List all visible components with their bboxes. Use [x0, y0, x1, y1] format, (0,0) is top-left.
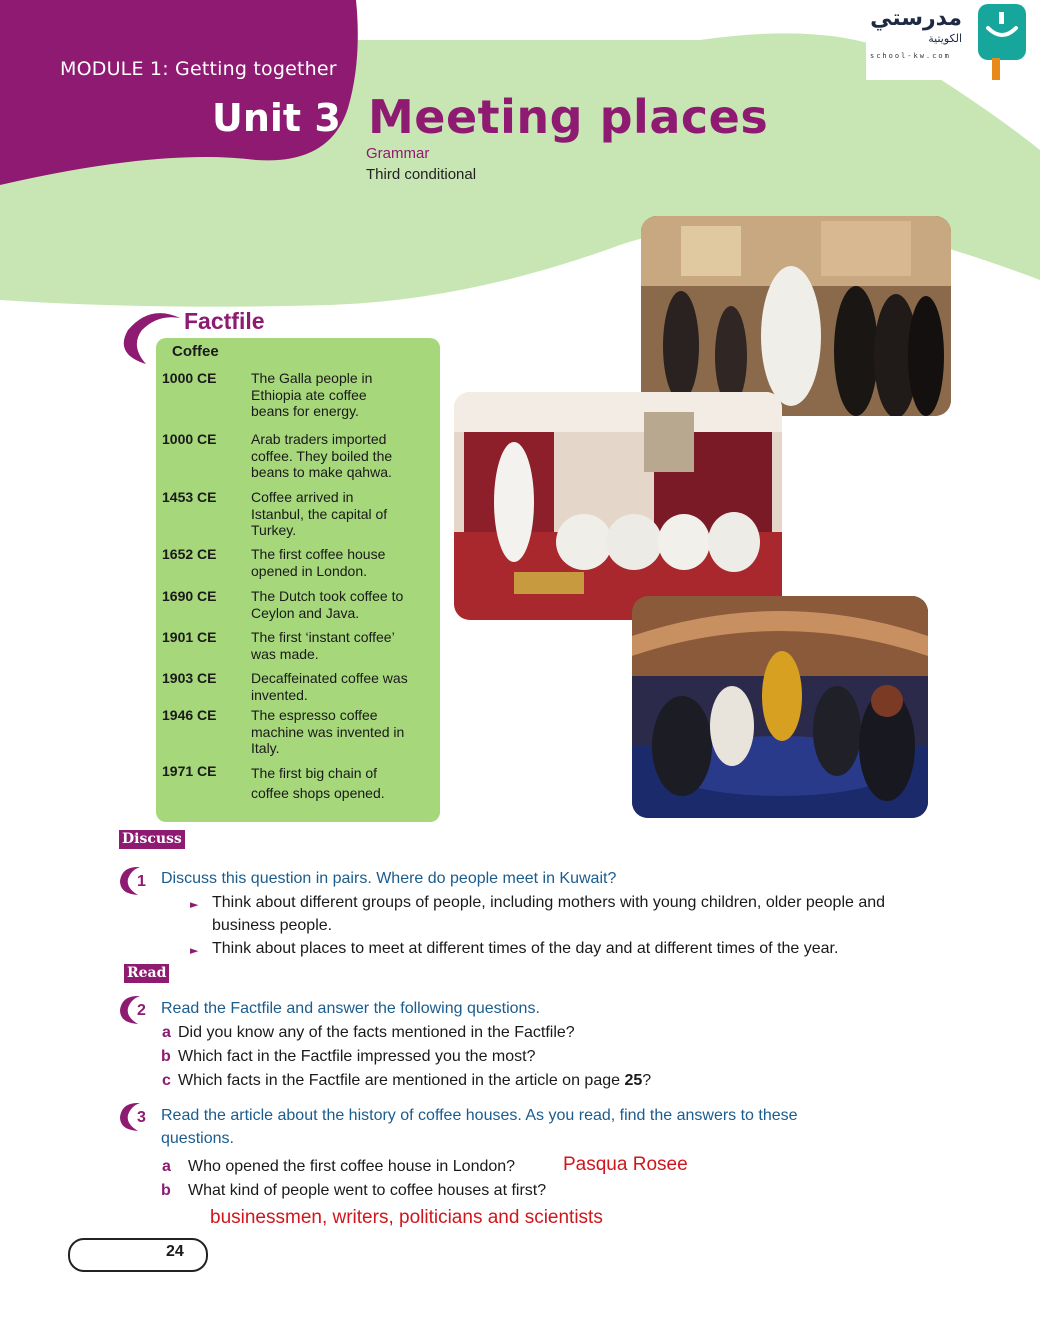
discuss-tag: Discuss: [119, 830, 185, 849]
item-text: What kind of people went to coffee houses at first?: [188, 1182, 547, 1199]
item-letter: a: [162, 1024, 171, 1041]
fact-text: [251, 707, 433, 757]
fact-line: machine was invented in: [251, 723, 405, 740]
answer-text: businessmen, writers, politicians and scientists: [210, 1207, 603, 1228]
logo-subtext: الكويتية: [928, 32, 962, 45]
fact-line: invented.: [251, 686, 308, 703]
grammar-label: Grammar: [366, 145, 430, 162]
grammar-topic: Third conditional: [366, 166, 477, 183]
fact-year: 1903 CE: [162, 670, 217, 686]
question-line: questions.: [161, 1130, 234, 1147]
number-badge-3: [118, 1100, 150, 1132]
fact-line: was made.: [251, 645, 319, 662]
fact-line: coffee shops opened.: [251, 785, 385, 801]
logo-mark-icon: [972, 2, 1032, 82]
fact-line: Ceylon and Java.: [251, 604, 360, 621]
fact-text: [251, 670, 433, 703]
item-text-end: ?: [642, 1072, 652, 1089]
fact-line: opened in London.: [251, 562, 367, 579]
page-number: 24: [166, 1243, 184, 1260]
page-reference: 25: [624, 1072, 643, 1089]
item-letter: c: [162, 1072, 171, 1089]
fact-year: 1690 CE: [162, 588, 217, 604]
fact-line: Decaffeinated coffee was: [251, 670, 408, 686]
unit-title: Meeting places: [368, 90, 769, 144]
fact-text: [251, 588, 433, 621]
fact-year: 1453 CE: [162, 489, 217, 505]
item-text-main: Which facts in the Factfile are mentioned in the article on page: [178, 1072, 625, 1089]
bullet-icon: ►: [190, 944, 199, 957]
fact-year: 1652 CE: [162, 546, 217, 562]
fact-year: 1901 CE: [162, 629, 217, 645]
fact-line: The first coffee house: [251, 546, 386, 562]
fact-line: coffee. They boiled the: [251, 447, 393, 464]
fact-text: [251, 763, 433, 803]
fact-year: 1946 CE: [162, 707, 217, 723]
fact-year: 1000 CE: [162, 431, 217, 447]
badge-number: 2: [137, 1002, 146, 1019]
fact-text: [251, 489, 433, 539]
fact-line: The espresso coffee: [251, 707, 378, 723]
logo-text: مدرستي: [870, 6, 962, 31]
fact-year: 1000 CE: [162, 370, 217, 386]
fact-line: The Galla people in: [251, 370, 373, 386]
fact-line: The first big chain of: [251, 765, 378, 781]
item-text: Who opened the first coffee house in London?: [188, 1158, 516, 1175]
factfile-title: Coffee: [172, 343, 219, 360]
item-text: Did you know any of the facts mentioned in the Factfile?: [178, 1024, 575, 1041]
badge-number: 1: [137, 873, 146, 890]
discuss-question: Discuss this question in pairs. Where do people meet in Kuwait?: [161, 870, 617, 887]
fact-line: The first ‘instant coffee’: [251, 629, 395, 645]
fact-line: The Dutch took coffee to: [251, 588, 404, 604]
fact-line: Arab traders imported: [251, 431, 387, 447]
fact-line: beans to make qahwa.: [251, 464, 392, 480]
factfile-heading: Factfile: [184, 308, 265, 334]
question-line: Read the article about the history of coffee houses. As you read, find the answers to these: [161, 1107, 798, 1124]
fact-line: Coffee arrived in: [251, 489, 354, 505]
item-text: [178, 1072, 651, 1090]
photo-majlis: [454, 392, 782, 620]
read-question-2: Read the Factfile and answer the following questions.: [161, 1000, 540, 1017]
page-number-frame: [68, 1238, 208, 1272]
fact-line: Turkey.: [251, 522, 297, 538]
logo-url: school-kw.com: [870, 52, 951, 60]
fact-line: Istanbul, the capital of: [251, 505, 388, 522]
fact-text: [251, 629, 433, 662]
fact-line: beans for energy.: [251, 403, 359, 419]
read-question-3: [161, 1104, 798, 1150]
item-letter: a: [162, 1158, 171, 1175]
module-label: MODULE 1: Getting together: [60, 58, 337, 80]
bullet-icon: ►: [190, 898, 199, 911]
fact-year: 1971 CE: [162, 763, 217, 779]
read-tag: Read: [124, 964, 169, 983]
number-badge-2: [118, 993, 150, 1025]
fact-text: [251, 370, 433, 420]
unit-label: Unit 3: [212, 96, 341, 140]
fact-text: [251, 546, 433, 579]
site-logo: [866, 0, 1034, 80]
fact-text: [251, 431, 433, 481]
photo-mall-crowd: [641, 216, 951, 416]
answer-text: Pasqua Rosee: [563, 1154, 688, 1175]
item-letter: b: [161, 1048, 171, 1065]
fact-line: Ethiopia ate coffee: [251, 386, 367, 403]
badge-number: 3: [137, 1109, 146, 1126]
item-letter: b: [161, 1182, 171, 1199]
discuss-bullet: Think about different groups of people, including mothers with young children, older people and business people.: [212, 894, 886, 934]
fact-line: Italy.: [251, 740, 280, 756]
number-badge-1: [118, 864, 150, 896]
photo-cafe-meeting: [632, 596, 928, 818]
discuss-bullet: Think about places to meet at different times of the day and at different times of the year.: [212, 940, 839, 957]
item-text: Which fact in the Factfile impressed you the most?: [178, 1048, 536, 1065]
